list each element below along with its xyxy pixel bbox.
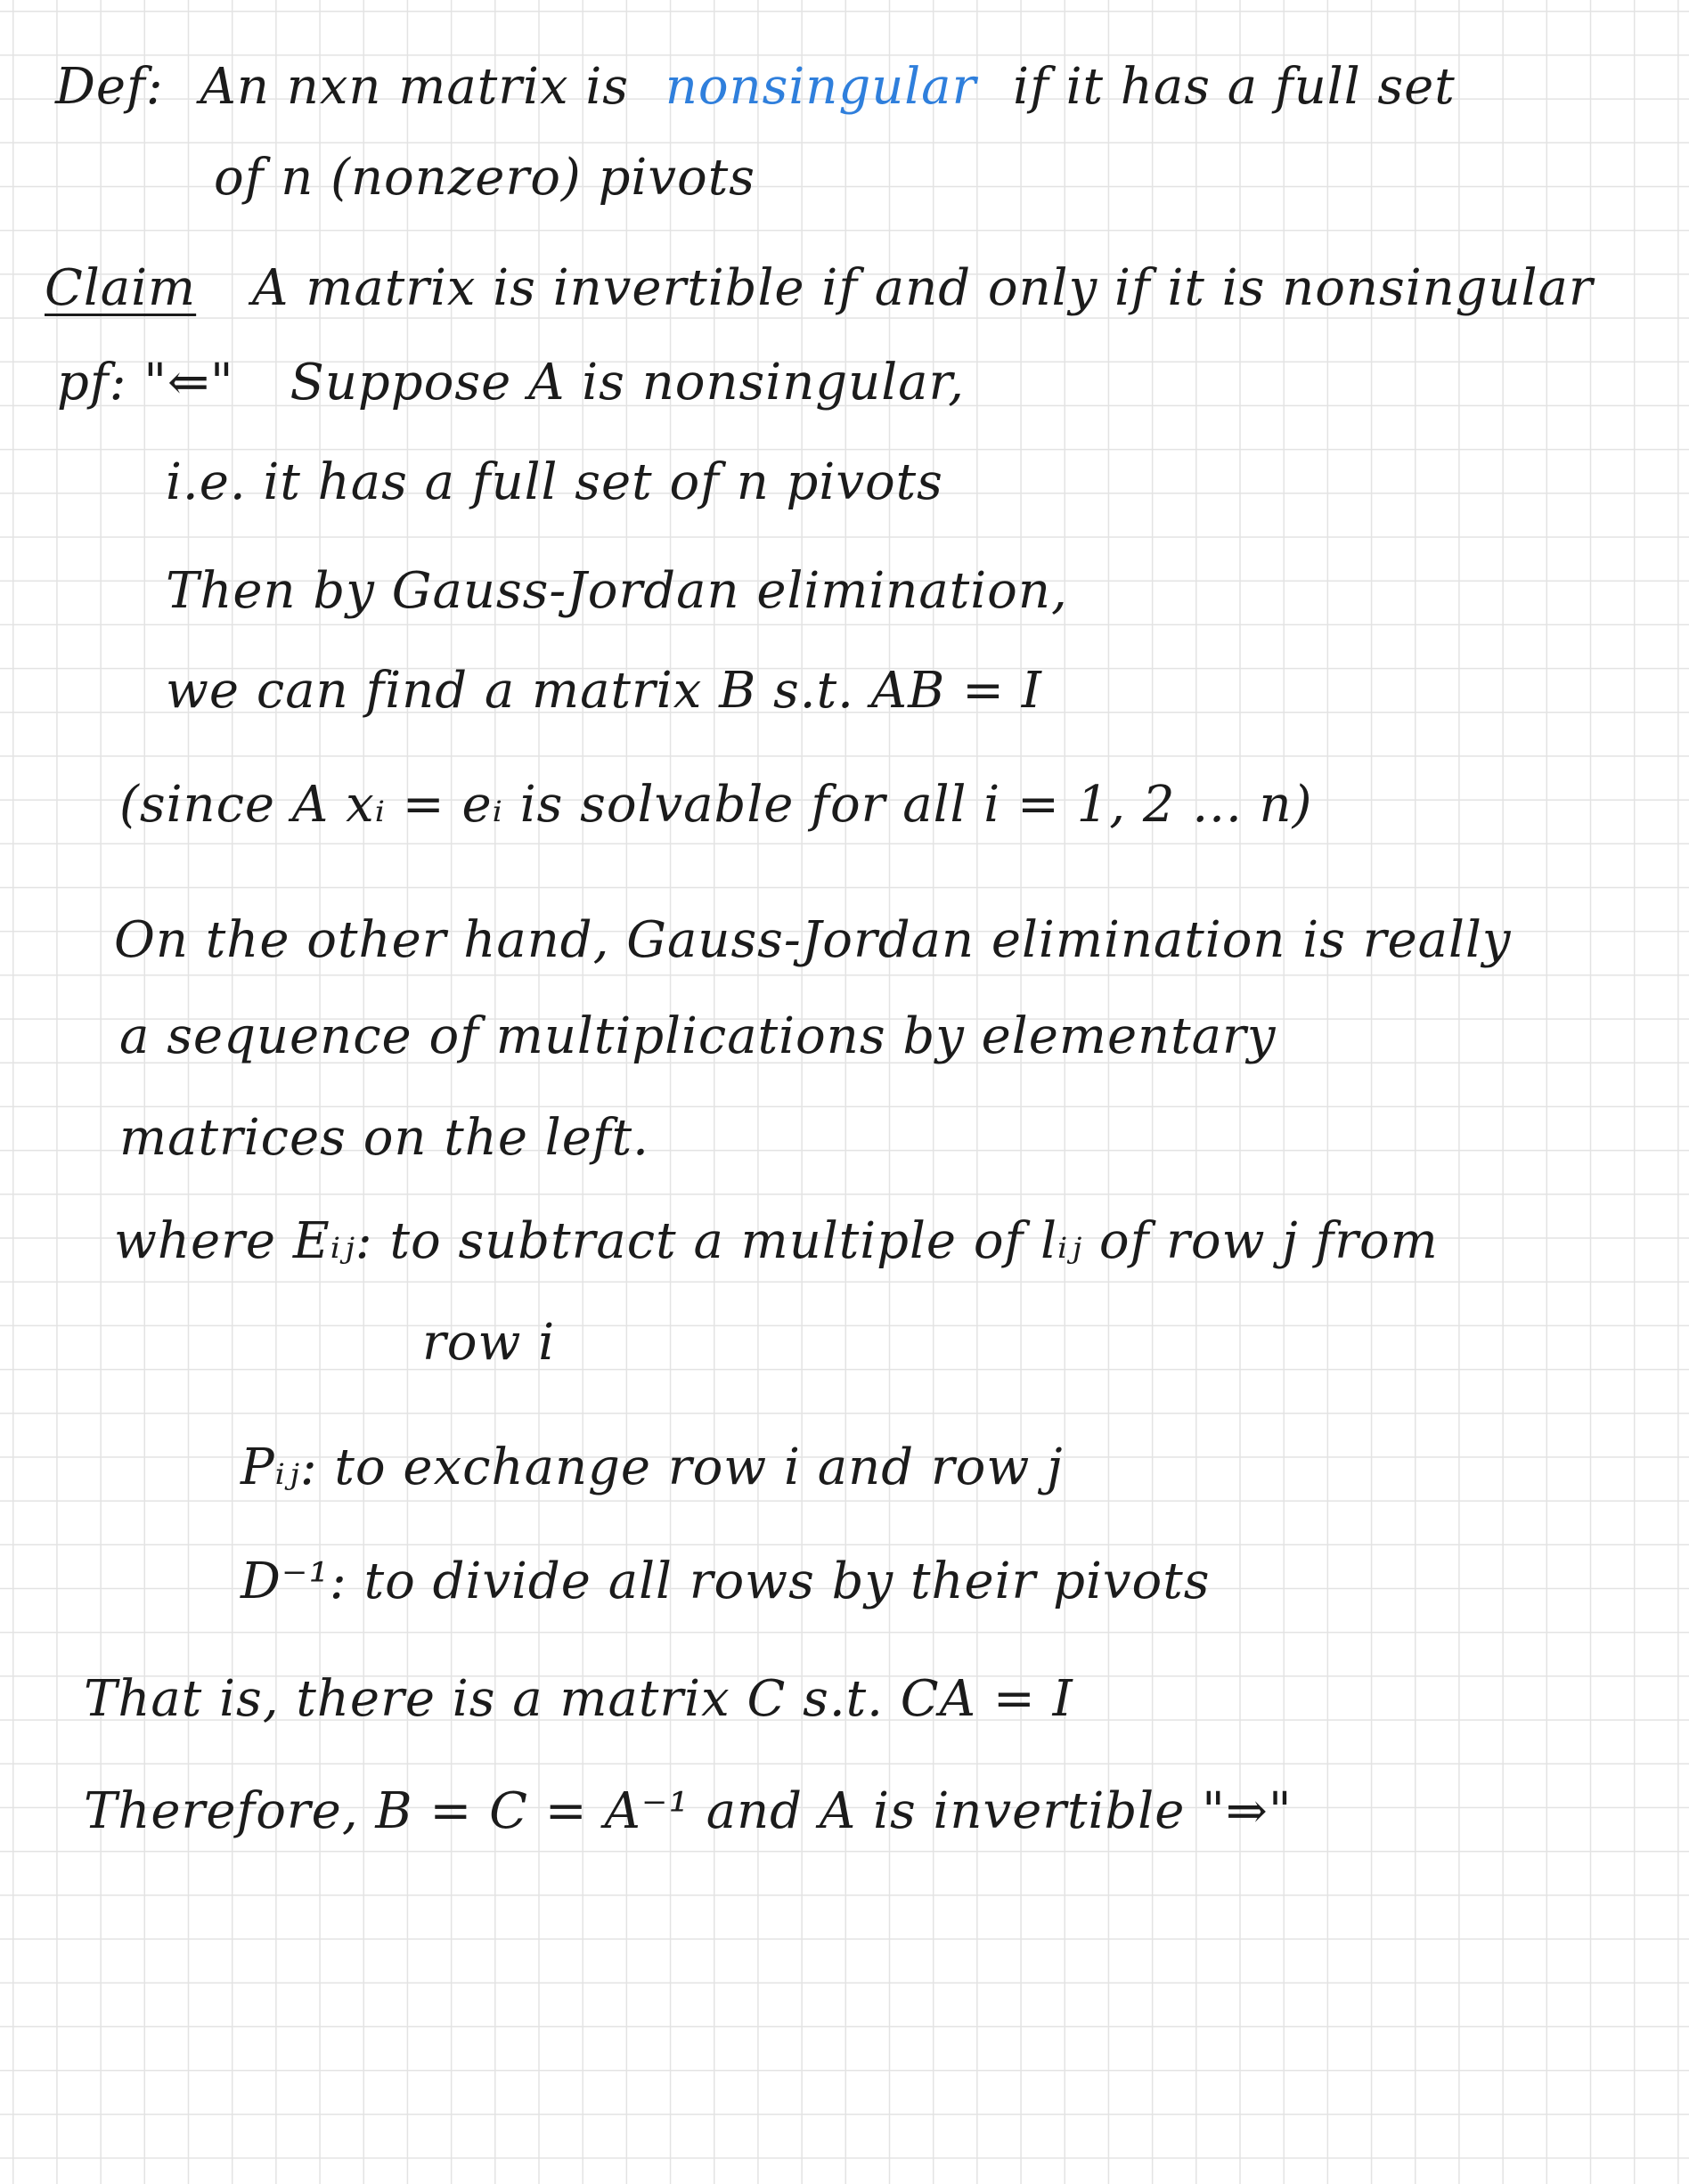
proof-other-1: On the other hand, Gauss-Jordan elimination is really	[114, 911, 1512, 969]
proof-line-1	[57, 354, 965, 412]
claim-text: A matrix is invertible if and only if it is nonsingular	[251, 259, 1594, 317]
proof-ie: i.e. it has a full set of n pivots	[166, 453, 943, 511]
definition-line-1	[55, 58, 1456, 116]
proof-suppose: Suppose A is nonsingular,	[290, 354, 965, 412]
proof-therefore: Therefore, B = C = A⁻¹ and A is invertible "⇒"	[84, 1782, 1293, 1840]
claim-label: Claim	[45, 259, 197, 317]
def-label: Def:	[55, 58, 164, 116]
proof-dinv: D⁻¹: to divide all rows by their pivots	[241, 1552, 1211, 1610]
proof-since: (since A xᵢ = eᵢ is solvable for all i = 1, 2 ... n)	[119, 776, 1313, 834]
def-text-b: if it has a full set	[1013, 58, 1456, 116]
proof-that-is: That is, there is a matrix C s.t. CA = I	[84, 1670, 1073, 1728]
claim-line	[45, 259, 1594, 317]
proof-other-3: matrices on the left.	[119, 1109, 649, 1167]
def-text-a: An nxn matrix is	[200, 58, 629, 116]
proof-pij: Pᵢⱼ: to exchange row i and row j	[241, 1438, 1064, 1496]
definition-line-2: of n (nonzero) pivots	[214, 149, 755, 207]
proof-we-can: we can find a matrix B s.t. AB = I	[166, 662, 1042, 720]
proof-then: Then by Gauss-Jordan elimination,	[166, 562, 1068, 620]
nonsingular-term: nonsingular	[665, 58, 977, 116]
proof-where-eij: where Eᵢⱼ: to subtract a multiple of lᵢⱼ of row j from	[114, 1212, 1439, 1270]
proof-where-row-i: row i	[422, 1314, 556, 1372]
proof-other-2: a sequence of multiplications by elementary	[119, 1007, 1277, 1065]
proof-label: pf: "⇐"	[57, 354, 234, 412]
